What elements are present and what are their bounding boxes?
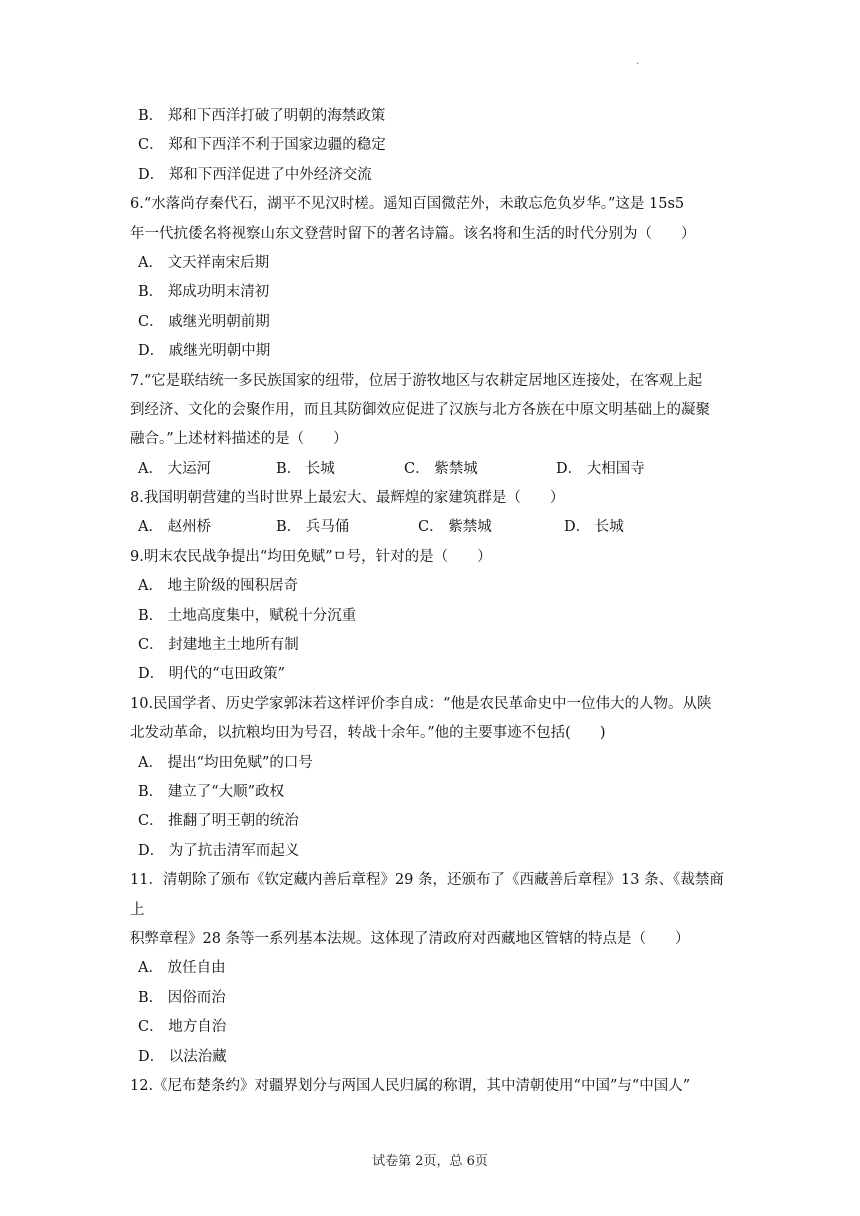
page-footer: 试卷第 2页，总 6页 [372,1154,488,1169]
question-line: 7.“它是联结统一多民族国家的纽带，位居于游牧地区与农耕定居地区连接处，在客观上起 [130,372,703,389]
question-line: 上 [130,901,145,918]
option-line: C． 郑和下西洋不利于国家边疆的稳定 [138,137,386,154]
option-item: B． 兵马俑 [276,519,350,536]
question-line: 12.《尼布楚条约》对疆界划分与两国人民归属的称谓，其中清朝使用“中国”与“中国人” [130,1077,691,1094]
option-line: B． 因俗而治 [138,989,226,1006]
question-line: 10.民国学者、历史学家郭沫若这样评价李自成：“他是农民革命史中一位伟大的人物。从陕 [130,695,712,712]
option-line: B． 建立了“大顺”政权 [138,783,285,800]
question-line: 到经济、文化的会聚作用，而且其防御效应促进了汉族与北方各族在中原文明基础上的凝聚 [130,401,710,418]
top-mark: . [636,56,640,67]
option-line: B． 郑和下西洋打破了明朝的海禁政策 [138,108,386,124]
question-line: 年一代抗倭名将视察山东文登营时留下的著名诗篇。该名将和生活的时代分别为（ ） [130,225,696,242]
option-line: D． 为了抗击清军而起义 [138,842,300,859]
option-line: B． 土地高度集中，赋税十分沉重 [138,607,357,624]
option-item: A． 大运河 [138,460,212,477]
question-line: 6.“水落尚存秦代石，湖平不见汉时槎。遥知百国微茫外，未敢忘危负岁华。”这是 15s5 [130,196,685,213]
option-row [130,513,740,542]
option-line: D． 戚继光明朝中期 [138,343,271,360]
option-row [130,455,740,484]
option-line: A． 文天祥南宋后期 [138,254,270,271]
option-item: C． 紫禁城 [404,460,478,477]
question-line: 8.我国明朝营建的当时世界上最宏大、最辉煌的家建筑群是（ ） [130,490,565,507]
option-item: C． 紫禁城 [418,519,492,536]
option-line: B． 郑成功明末清初 [138,284,270,301]
question-line: 9.明末农民战争提出“均田免赋”ㅁ号，针对的是（ ） [130,548,492,565]
question-line: 北发动革命，以抗粮均田为号召，转战十余年。”他的主要事迹不包括( ) [130,725,606,742]
question-line: 积弊章程》28 条等一系列基本法规。这体现了清政府对西藏地区管辖的特点是（ ） [130,930,690,947]
option-line: C． 地方自治 [138,1019,227,1036]
question-line: 11．清朝除了颁布《钦定藏内善后章程》29 条，还颁布了《西藏善后章程》13 条、《裁禁商 [130,872,724,889]
option-line: A． 放任自由 [138,960,226,977]
option-line: D． 明代的“屯田政策” [138,666,286,683]
option-line: C． 推翻了明王朝的统治 [138,813,299,830]
option-item: B． 长城 [276,460,335,477]
option-item: D． 大相国寺 [556,460,645,477]
question-line: 融合。”上述材料描述的是（ ） [130,431,348,448]
option-line: A． 提出“均田免赋”的口号 [138,754,313,771]
option-line: D． 郑和下西洋促进了中外经济交流 [138,166,372,183]
option-line: C． 封建地主土地所有制 [138,637,299,654]
option-item: A． 赵州桥 [138,519,212,536]
option-item: D． 长城 [564,519,624,536]
exam-content [130,102,740,1101]
option-line: C． 戚继光明朝前期 [138,313,270,330]
option-line: D． 以法治藏 [138,1048,227,1065]
option-line: A． 地主阶级的囤积居奇 [138,578,299,595]
